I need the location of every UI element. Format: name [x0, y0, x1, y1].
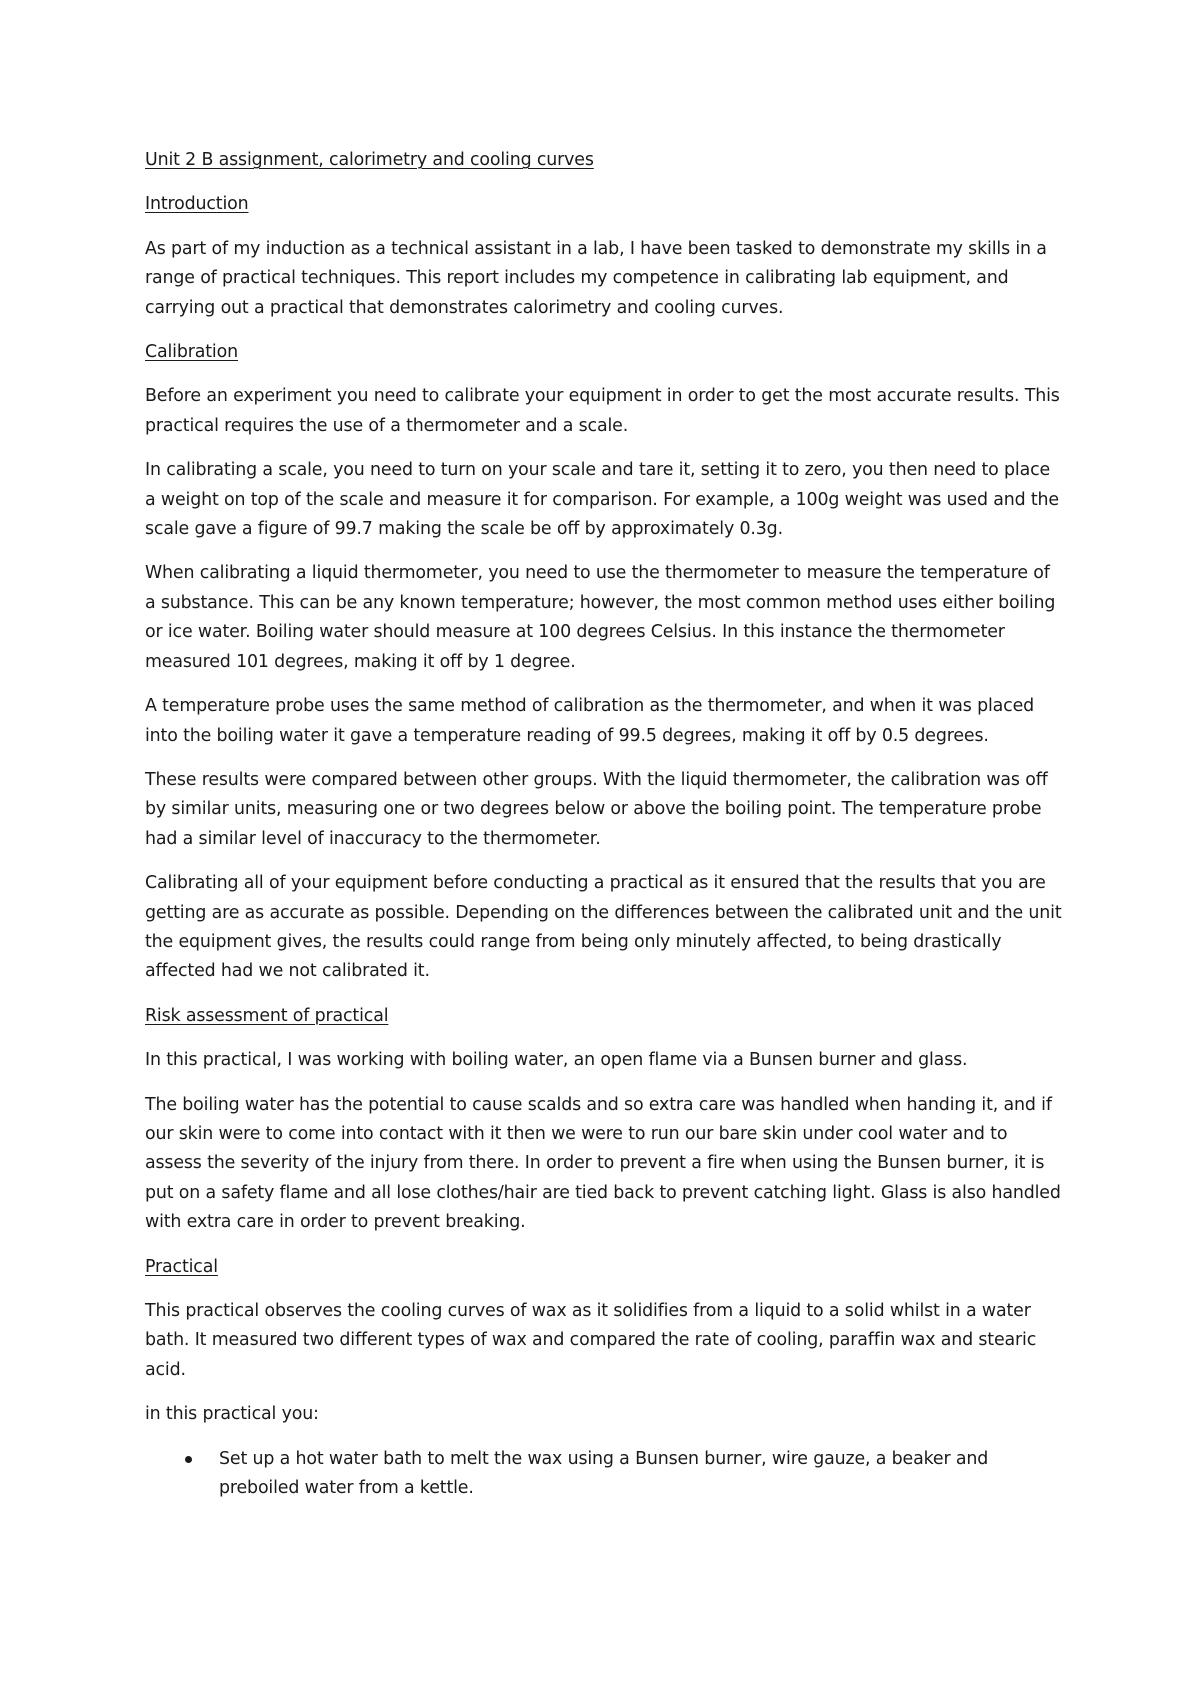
- calibration-heading: Calibration: [145, 342, 238, 363]
- introduction-heading: Introduction: [145, 194, 249, 215]
- calibration-paragraph: When calibrating a liquid thermometer, you need to use the thermometer to measure the temperature of a substance. This can be any known temperature; however, the most common method uses either boiling or ice water. Boiling water should measure at 100 degrees Celsius. In this instance the thermometer measured 101 degrees, making it off by 1 degree.: [145, 563, 1056, 672]
- introduction-paragraph: As part of my induction as a technical assistant in a lab, I have been tasked to demonstrate my skills in a range of practical techniques. This report includes my competence in calibrating lab equipment, and carrying out a practical that demonstrates calorimetry and cooling curves.: [145, 238, 1047, 318]
- risk-assessment-heading: Risk assessment of practical: [145, 1005, 389, 1026]
- risk-paragraph: The boiling water has the potential to cause scalds and so extra care was handled when handing it, and if our skin were to come into contact with it then we were to run our bare skin under cool water and to assess the severity of the injury from there. In order to prevent a fire when using the Bunsen burner, it is put on a safety flame and all lose clothes/hair are tied back to prevent catching light. Glass is also handled with extra care in order to prevent breaking.: [145, 1094, 1061, 1233]
- document-body: [145, 146, 1065, 1503]
- step-text: Set up a hot water bath to melt the wax using a Bunsen burner, wire gauze, a beaker and preboiled water from a kettle.: [219, 1448, 989, 1499]
- calibration-paragraph: Before an experiment you need to calibrate your equipment in order to get the most accurate results. This practical requires the use of a thermometer and a scale.: [145, 386, 1060, 436]
- calibration-paragraph: Calibrating all of your equipment before conducting a practical as it ensured that the results that you are getting are as accurate as possible. Depending on the differences between the calibrated unit and the unit the equipment gives, the results could range from being only minutely affected, to being drastically affected had we not calibrated it.: [145, 873, 1062, 982]
- document-title: Unit 2 B assignment, calorimetry and cooling curves: [145, 150, 594, 170]
- bullet-icon: [185, 1456, 192, 1463]
- practical-heading: Practical: [145, 1256, 218, 1277]
- calibration-paragraph: In calibrating a scale, you need to turn on your scale and tare it, setting it to zero, you then need to place a weight on top of the scale and measure it for comparison. For example, a 100g weight was used and the scale gave a figure of 99.7 making the scale be off by approximately 0.3g.: [145, 460, 1059, 540]
- practical-paragraph: in this practical you:: [145, 1404, 319, 1425]
- calibration-paragraph: These results were compared between other groups. With the liquid thermometer, the calibration was off by similar units, measuring one or two degrees below or above the boiling point. The temperature probe had a similar level of inaccuracy to the thermometer.: [145, 769, 1048, 849]
- practical-paragraph: This practical observes the cooling curves of wax as it solidifies from a liquid to a solid whilst in a water bath. It measured two different types of wax and compared the rate of cooling, paraffin wax and stearic acid.: [145, 1301, 1037, 1380]
- list-item: [145, 1445, 1065, 1504]
- calibration-paragraph: A temperature probe uses the same method of calibration as the thermometer, and when it was placed into the boiling water it gave a temperature reading of 99.5 degrees, making it off by 0.5 degrees.: [145, 696, 1035, 746]
- practical-steps-list: [145, 1445, 1065, 1504]
- risk-paragraph: In this practical, I was working with boiling water, an open flame via a Bunsen burner and glass.: [145, 1050, 968, 1071]
